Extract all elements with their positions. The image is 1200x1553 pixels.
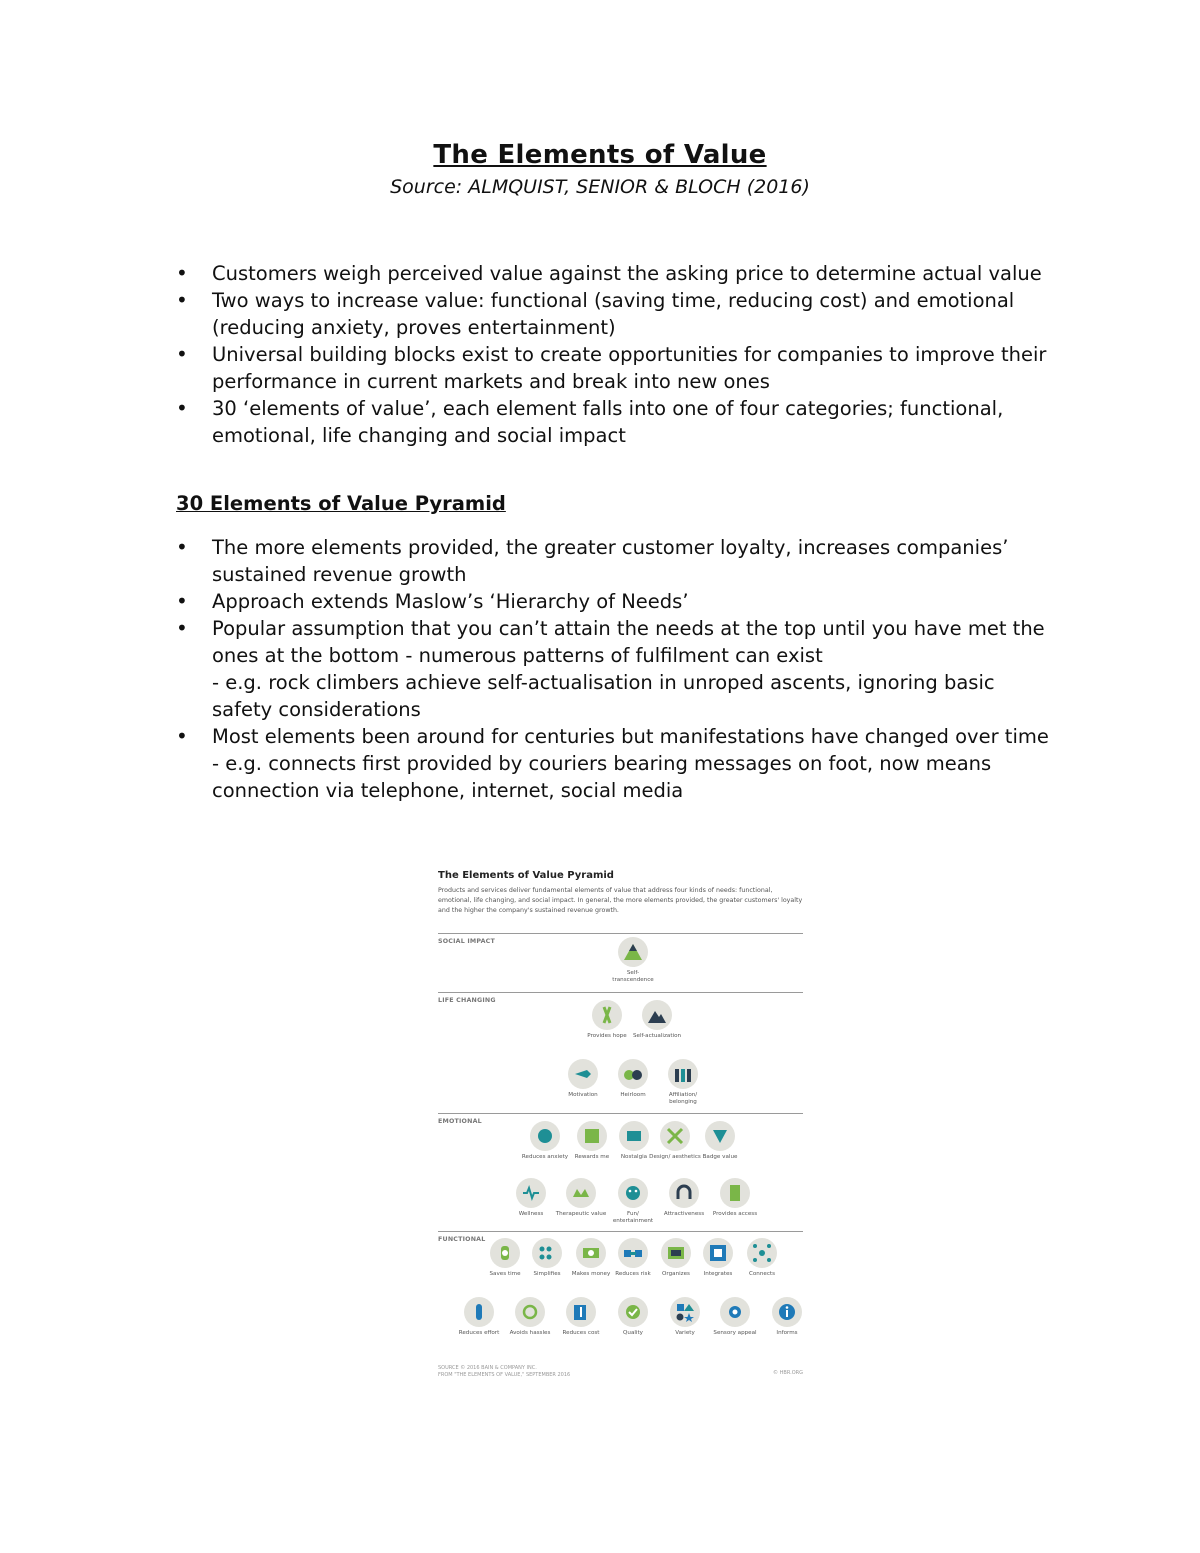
element-glyph-icon <box>675 1302 695 1322</box>
divider <box>438 1231 803 1232</box>
element-glyph-icon <box>582 1126 602 1146</box>
element-icon <box>568 1059 598 1089</box>
figure-from: FROM "THE ELEMENTS OF VALUE," SEPTEMBER 2016 <box>438 1372 571 1378</box>
element-glyph-icon <box>725 1302 745 1322</box>
value-element <box>694 1121 746 1161</box>
list-item: • Two ways to increase value: functional (saving time, reducing cost) and emotional (reducing anxiety, proves entertainment) <box>176 287 1056 341</box>
element-glyph-icon <box>597 1005 617 1025</box>
elements-of-value-figure <box>433 865 808 1385</box>
element-label: Variety <box>675 1330 695 1336</box>
element-icon <box>660 1121 690 1151</box>
element-glyph-icon <box>520 1302 540 1322</box>
value-element <box>555 1297 607 1337</box>
element-icon <box>532 1238 562 1268</box>
element-label: Informs <box>776 1330 798 1336</box>
figure-description: Products and services deliver fundamental elements of value that address four kinds of needs: functional, emotional, life changing, and social impact. In general, the more elements provided, the greater customers' loyalty and the higher the company's sustained revenue growth. <box>438 887 803 914</box>
list-item-text: The more elements provided, the greater customer loyalty, increases companies’ sustained revenue growth <box>212 536 1009 586</box>
element-glyph-icon <box>666 1243 686 1263</box>
element-label: Rewards me <box>574 1154 610 1160</box>
element-glyph-icon <box>537 1243 557 1263</box>
list-item <box>176 615 1056 723</box>
element-label: Self-actualization <box>632 1033 682 1039</box>
element-icon <box>669 1178 699 1208</box>
value-element <box>505 1178 557 1218</box>
list-item: • Universal building blocks exist to create opportunities for companies to improve their performance in current markets and break into new ones <box>176 341 1056 395</box>
element-glyph-icon <box>623 1243 643 1263</box>
element-label: Wellness <box>518 1211 544 1217</box>
page-source: Source: ALMQUIST, SENIOR & BLOCH (2016) <box>390 176 810 198</box>
element-glyph-icon <box>624 1126 644 1146</box>
value-element <box>607 1178 659 1225</box>
element-glyph-icon <box>623 1064 643 1084</box>
element-icon <box>618 1297 648 1327</box>
value-element <box>657 1059 709 1106</box>
element-icon <box>661 1238 691 1268</box>
element-icon <box>618 1059 648 1089</box>
list-item-example: - e.g. rock climbers achieve self-actualisation in unroped ascents, ignoring basic safety considerations <box>212 671 995 721</box>
element-label: Design/ aesthetics <box>649 1154 701 1160</box>
element-label: Motivation <box>568 1092 598 1098</box>
element-glyph-icon <box>665 1126 685 1146</box>
element-label: Sensory appeal <box>713 1330 757 1336</box>
value-element <box>557 1059 609 1099</box>
element-label: Organizes <box>662 1271 690 1277</box>
element-icon <box>618 1178 648 1208</box>
element-label: Reduces effort <box>458 1330 500 1336</box>
value-element <box>736 1238 788 1278</box>
figure-copyright: © HBR.ORG <box>773 1370 803 1376</box>
element-label: Saves time <box>489 1271 521 1277</box>
element-label: Badge value <box>702 1154 738 1160</box>
element-icon <box>592 1000 622 1030</box>
element-glyph-icon <box>623 942 643 962</box>
list-item: • Customers weigh perceived value against the asking price to determine actual value <box>176 260 1056 287</box>
element-glyph-icon <box>495 1243 515 1263</box>
element-label: Simplifies <box>533 1271 561 1277</box>
element-icon <box>720 1297 750 1327</box>
element-icon <box>577 1121 607 1151</box>
element-label: Fun/ entertainment <box>612 1211 654 1224</box>
category-label-social-impact: SOCIAL IMPACT <box>438 938 495 945</box>
value-element <box>453 1297 505 1337</box>
section-heading: 30 Elements of Value Pyramid <box>176 492 506 515</box>
element-label: Heirloom <box>620 1092 646 1098</box>
element-icon <box>772 1297 802 1327</box>
element-icon <box>618 937 648 967</box>
element-label: Therapeutic value <box>555 1211 607 1217</box>
value-element <box>607 1059 659 1099</box>
list-item-text: Approach extends Maslow’s ‘Hierarchy of Needs’ <box>212 590 689 613</box>
element-glyph-icon <box>725 1183 745 1203</box>
element-label: Connects <box>748 1271 776 1277</box>
element-glyph-icon <box>581 1243 601 1263</box>
value-element <box>631 1000 683 1040</box>
divider <box>438 933 803 934</box>
value-element <box>581 1000 633 1040</box>
element-glyph-icon <box>571 1183 591 1203</box>
value-element <box>761 1297 813 1337</box>
bullet-list-pyramid <box>176 534 1056 804</box>
element-label: Self-transcendence <box>612 970 654 983</box>
value-element <box>555 1178 607 1218</box>
value-element <box>519 1121 571 1161</box>
element-icon <box>490 1238 520 1268</box>
element-glyph-icon <box>623 1302 643 1322</box>
element-glyph-icon <box>623 1183 643 1203</box>
element-icon <box>464 1297 494 1327</box>
element-icon <box>576 1238 606 1268</box>
element-glyph-icon <box>710 1126 730 1146</box>
element-label: Makes money <box>571 1271 611 1277</box>
element-icon <box>642 1000 672 1030</box>
list-item: • 30 ‘elements of value’, each element falls into one of four categories; functional, emotional, life changing and social impact <box>176 395 1056 449</box>
element-icon <box>703 1238 733 1268</box>
element-icon <box>720 1178 750 1208</box>
category-label-life-changing: LIFE CHANGING <box>438 997 496 1004</box>
element-label: Reduces anxiety <box>521 1154 569 1160</box>
element-glyph-icon <box>571 1302 591 1322</box>
element-icon <box>566 1178 596 1208</box>
element-glyph-icon <box>521 1183 541 1203</box>
element-label: Integrates <box>703 1271 733 1277</box>
element-glyph-icon <box>708 1243 728 1263</box>
figure-source: SOURCE © 2016 BAIN & COMPANY INC. <box>438 1365 537 1371</box>
value-element <box>658 1178 710 1218</box>
value-element <box>607 937 659 984</box>
element-label: Quality <box>623 1330 643 1336</box>
element-glyph-icon <box>469 1302 489 1322</box>
value-element <box>607 1297 659 1337</box>
element-icon <box>670 1297 700 1327</box>
element-label: Avoids hassles <box>509 1330 551 1336</box>
value-element <box>709 1178 761 1218</box>
element-icon <box>566 1297 596 1327</box>
page-title: The Elements of Value <box>433 140 767 170</box>
value-element <box>659 1297 711 1337</box>
category-label-emotional: EMOTIONAL <box>438 1118 482 1125</box>
element-label: Provides hope <box>587 1033 627 1039</box>
element-glyph-icon <box>752 1243 772 1263</box>
figure-title: The Elements of Value Pyramid <box>438 870 614 881</box>
element-icon <box>515 1297 545 1327</box>
list-item <box>176 534 1056 588</box>
category-label-functional: FUNCTIONAL <box>438 1236 486 1243</box>
element-icon <box>668 1059 698 1089</box>
element-label: Provides access <box>712 1211 758 1217</box>
list-item-text: Popular assumption that you can’t attain the needs at the top until you have met the ones at the bottom - numerous patterns of fulfilment can exist <box>212 617 1045 667</box>
list-item <box>176 588 1056 615</box>
element-label: Nostalgia <box>620 1154 648 1160</box>
figure-footer <box>438 1365 570 1379</box>
divider <box>438 992 803 993</box>
element-icon <box>618 1238 648 1268</box>
value-element <box>709 1297 761 1337</box>
element-label: Reduces cost <box>562 1330 600 1336</box>
element-label: Reduces risk <box>615 1271 651 1277</box>
element-icon <box>705 1121 735 1151</box>
element-icon <box>516 1178 546 1208</box>
element-glyph-icon <box>674 1183 694 1203</box>
divider <box>438 1113 803 1114</box>
element-glyph-icon <box>535 1126 555 1146</box>
value-element <box>504 1297 556 1337</box>
element-icon <box>747 1238 777 1268</box>
element-glyph-icon <box>647 1005 667 1025</box>
element-glyph-icon <box>673 1064 693 1084</box>
list-item-text: Most elements been around for centuries but manifestations have changed over time <box>212 725 1049 748</box>
element-icon <box>530 1121 560 1151</box>
element-glyph-icon <box>777 1302 797 1322</box>
list-item-example: - e.g. connects first provided by couriers bearing messages on foot, now means connection via telephone, internet, social media <box>212 752 992 802</box>
element-glyph-icon <box>573 1064 593 1084</box>
element-icon <box>619 1121 649 1151</box>
element-label: Affiliation/ belonging <box>668 1092 698 1105</box>
element-label: Attractiveness <box>663 1211 705 1217</box>
bullet-list-intro <box>176 260 1056 449</box>
list-item <box>176 723 1056 804</box>
